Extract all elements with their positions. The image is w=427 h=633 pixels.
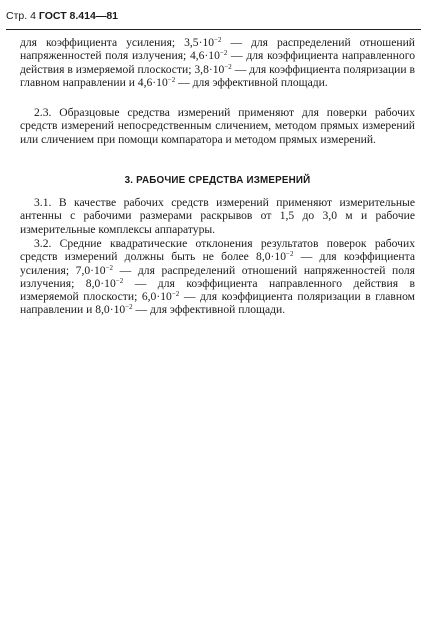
continuation-paragraph [20,36,415,89]
paragraph-2-3-text: 2.3. Образцовые средства измерений применяют для поверки рабочих средств измерений непосредственным сличением, методом прямых измерений или сличением при помощи компаратора и методом прямых измерений. [20,106,415,146]
paragraph-3-1 [20,196,415,236]
paragraph-3-1-text: 3.1. В качестве рабочих средств измерений применяют измерительные антенны с рабочими размерами раскрывов от 1,5 до 3,0 м и рабочие измерительные комплексы аппаратуры. [20,196,415,236]
paragraph-3-2-text: 3.2. Средние квадратические отклонения результатов поверок рабочих средств измерений должны быть не более $8,0\cdot 10^{-2}$ — для коэффициента усиления; $7,0\cdot 10^{-2}$ — для распределений отношений напряженностей поля излучения; $8,0\cdot 10^{-2}$ — для коэффициента направленного действия в измеряемой плоскости; $6,0\cdot 10^{-2}$ — для коэффициента поляризации в главном направлении и $8,0\cdot 10^{-2}$ — для эффективной площади. [20,237,416,317]
continuation-text: для коэффициента усиления; $3,5\cdot 10^{-2}$ — для распределений отношений напряженностей поля излучения; $4,6\cdot 10^{-2}$ — для коэффициента направленного действия в измеряемой плоскости; $3,8\cdot 10^{-2}$ — для коэффициента поляризации в главном направлении и $4,6\cdot 10^{-2}$ — для эффективной площади. [20,36,415,89]
section-heading: 3. РАБОЧИЕ СРЕДСТВА ИЗМЕРЕНИЙ [124,175,311,186]
header-rule [6,29,421,30]
paragraph-2-3 [20,106,415,146]
page-header [6,10,118,22]
page-number: Стр. 4 [6,10,36,22]
standard-number: ГОСТ 8.414—81 [38,10,118,22]
paragraph-3-2 [20,237,415,317]
